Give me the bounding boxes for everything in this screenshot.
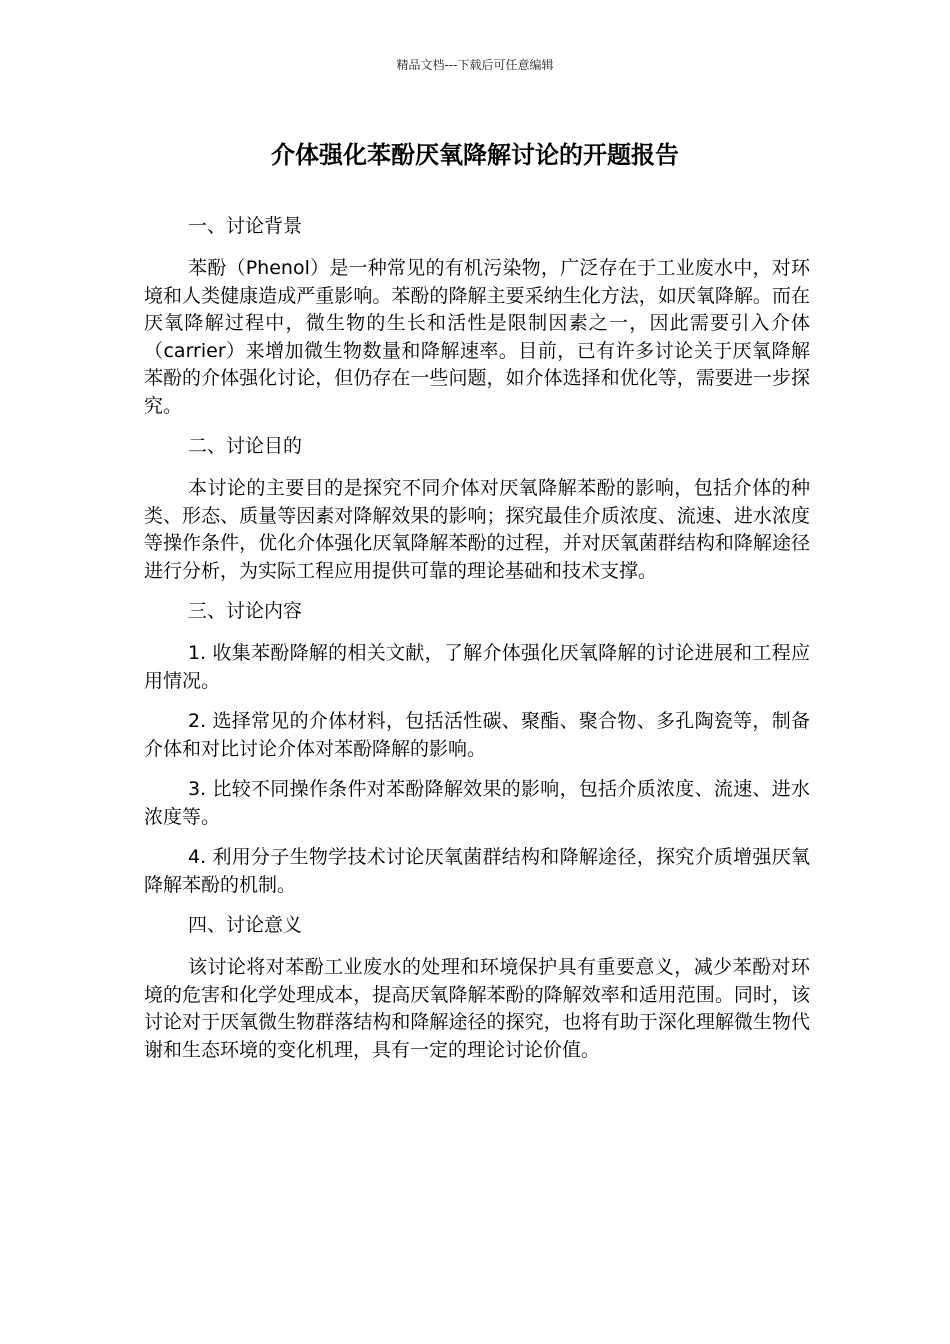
- list-item: 4. 利用分子生物学技术讨论厌氧菌群结构和降解途径，探究介质增强厌氧降解苯酚的机制。: [144, 846, 810, 896]
- paragraph: 该讨论将对苯酚工业废水的处理和环境保护具有重要意义，减少苯酚对环境的危害和化学处理成本，提高厌氧降解苯酚的降解效率和适用范围。同时，该讨论对于厌氧微生物群落结构和降解途径的探究，也将有助于深化理解微生物代谢和生态环境的变化机理，具有一定的理论讨论价值。: [144, 956, 810, 1061]
- list-item: 2. 选择常见的介体材料，包括活性碳、聚酯、聚合物、多孔陶瓷等，制备介体和对比讨论介体对苯酚降解的影响。: [144, 710, 810, 760]
- header-note: 精品文档---下载后可任意编辑: [396, 58, 554, 72]
- section-purpose: [144, 433, 810, 585]
- section-heading: 一、讨论背景: [188, 215, 303, 237]
- section-heading: 四、讨论意义: [188, 914, 303, 936]
- list-item: 1. 收集苯酚降解的相关文献，了解介体强化厌氧降解的讨论进展和工程应用情况。: [144, 642, 810, 692]
- paragraph: 本讨论的主要目的是探究不同介体对厌氧降解苯酚的影响，包括介体的种类、形态、质量等因素对降解效果的影响；探究最佳介质浓度、流速、进水浓度等操作条件，优化介体强化厌氧降解苯酚的过程，并对厌氧菌群结构和降解途径进行分析，为实际工程应用提供可靠的理论基础和技术支撑。: [144, 477, 810, 582]
- document-body: [144, 213, 810, 1077]
- document-title: 介体强化苯酚厌氧降解讨论的开题报告: [271, 141, 679, 169]
- list-item: 3. 比较不同操作条件对苯酚降解效果的影响，包括介质浓度、流速、进水浓度等。: [144, 778, 810, 828]
- section-background: [144, 213, 810, 420]
- section-heading: 三、讨论内容: [188, 600, 303, 622]
- section-content: [144, 598, 810, 899]
- section-heading: 二、讨论目的: [188, 435, 303, 457]
- section-significance: [144, 912, 810, 1064]
- paragraph: 苯酚（Phenol）是一种常见的有机污染物，广泛存在于工业废水中，对环境和人类健康造成严重影响。苯酚的降解主要采纳生化方法，如厌氧降解。而在厌氧降解过程中，微生物的生长和活性是限制因素之一，因此需要引入介体（carrier）来增加微生物数量和降解速率。目前，已有许多讨论关于厌氧降解苯酚的介体强化讨论，但仍存在一些问题，如介体选择和优化等，需要进一步探究。: [144, 257, 810, 417]
